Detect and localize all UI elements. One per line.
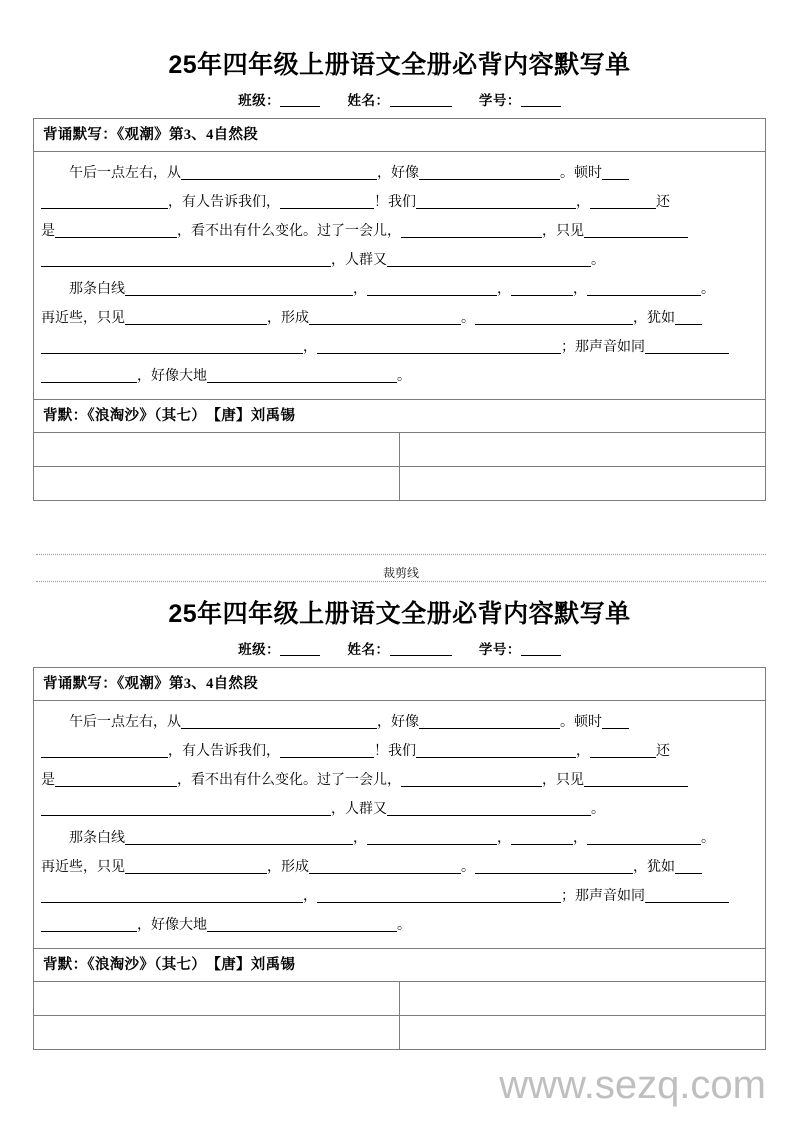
blank-field[interactable] — [55, 222, 177, 238]
blank-field[interactable] — [41, 367, 137, 383]
section-one-header-row — [34, 119, 766, 152]
answer-cell-r1c2[interactable] — [400, 982, 766, 1016]
line-text: ，犹如 — [633, 860, 675, 875]
blank-field[interactable] — [590, 742, 656, 758]
section-two-header-row — [34, 949, 766, 982]
line-text: ，好像 — [377, 166, 419, 181]
blank-field[interactable] — [181, 164, 377, 180]
blank-field[interactable] — [55, 771, 177, 787]
line-text: ， — [353, 282, 367, 297]
line-text: ，好像大地 — [137, 369, 207, 384]
table-row — [34, 982, 766, 1016]
fill-line — [41, 766, 758, 795]
line-text: 。 — [591, 253, 605, 268]
answer-cell-r2c2[interactable] — [400, 467, 766, 501]
blank-field[interactable] — [387, 251, 591, 267]
blank-field[interactable] — [645, 338, 729, 354]
fill-line — [41, 737, 758, 766]
blank-field[interactable] — [41, 887, 303, 903]
blank-field[interactable] — [367, 280, 497, 296]
field-student-id-label: 学号： — [478, 93, 521, 108]
line-text: ；那声音如同 — [561, 340, 645, 355]
field-student-id-input[interactable] — [521, 93, 561, 107]
student-info-row — [33, 640, 766, 660]
fill-in-lines[interactable] — [41, 708, 758, 940]
worksheet-copy-bottom — [33, 597, 766, 1050]
line-text: 。 — [461, 311, 475, 326]
line-text: ， — [576, 195, 590, 210]
field-name-label: 姓名： — [347, 93, 390, 108]
blank-field[interactable] — [207, 367, 397, 383]
fill-line — [41, 795, 758, 824]
fill-line — [41, 217, 758, 246]
line-text: ，看不出有什么变化。过了一会儿， — [177, 224, 401, 239]
blank-field[interactable] — [401, 771, 542, 787]
line-text: 。 — [397, 918, 411, 933]
field-student-id — [479, 91, 561, 111]
fill-in-lines[interactable] — [41, 159, 758, 391]
fill-line — [41, 246, 758, 275]
blank-field[interactable] — [41, 193, 168, 209]
fill-line — [41, 362, 758, 391]
blank-field[interactable] — [675, 858, 702, 874]
line-text: ！我们 — [374, 195, 416, 210]
blank-field[interactable] — [317, 338, 561, 354]
line-text: 午后一点左右，从 — [69, 715, 181, 730]
line-text: ， — [573, 831, 587, 846]
fill-line — [41, 159, 758, 188]
line-text: 午后一点左右，从 — [69, 166, 181, 181]
line-text: 还 — [656, 195, 670, 210]
line-text: ，人群又 — [331, 802, 387, 817]
line-text: 是 — [41, 773, 55, 788]
blank-field[interactable] — [125, 829, 353, 845]
table-row — [34, 433, 766, 467]
field-name-input[interactable] — [390, 642, 452, 656]
line-text: ；那声音如同 — [561, 889, 645, 904]
page-title: 25年四年级上册语文全册必背内容默写单 — [168, 51, 631, 79]
field-class — [238, 91, 320, 111]
cut-line-label: 裁剪线 — [377, 566, 425, 580]
student-info-row — [33, 91, 766, 111]
answer-cell-r1c2[interactable] — [400, 433, 766, 467]
answer-cell-r2c1[interactable] — [34, 1016, 400, 1050]
blank-field[interactable] — [511, 829, 573, 845]
blank-field[interactable] — [602, 164, 629, 180]
blank-field[interactable] — [309, 858, 461, 874]
section-one-body — [34, 701, 766, 949]
line-text: ，好像 — [377, 715, 419, 730]
line-text: 。 — [701, 831, 715, 846]
section-two-header: 背默：《浪淘沙》（其七） 【唐】刘禹锡 — [34, 949, 766, 982]
line-text: ，看不出有什么变化。过了一会儿， — [177, 773, 401, 788]
blank-field[interactable] — [475, 858, 633, 874]
fill-line — [41, 275, 758, 304]
line-text: ！我们 — [374, 744, 416, 759]
blank-field[interactable] — [41, 338, 303, 354]
cut-line-label-wrap — [36, 566, 766, 581]
line-text: ，犹如 — [633, 311, 675, 326]
section-one-header: 背诵默写：《观潮》第3、4自然段 — [34, 119, 766, 152]
line-text: ，好像大地 — [137, 918, 207, 933]
blank-field[interactable] — [416, 193, 576, 209]
line-text: ， — [497, 831, 511, 846]
fill-line — [41, 708, 758, 737]
blank-field[interactable] — [125, 309, 267, 325]
line-text: 那条白线 — [69, 831, 125, 846]
section-one-body — [34, 152, 766, 400]
field-student-id-input[interactable] — [521, 642, 561, 656]
blank-field[interactable] — [590, 193, 656, 209]
blank-field[interactable] — [367, 829, 497, 845]
blank-field[interactable] — [317, 887, 561, 903]
field-class-label: 班级： — [238, 642, 281, 657]
blank-field[interactable] — [41, 916, 137, 932]
line-text: 那条白线 — [69, 282, 125, 297]
line-text: ， — [303, 340, 317, 355]
line-text: 。 — [461, 860, 475, 875]
blank-field[interactable] — [309, 309, 461, 325]
blank-field[interactable] — [602, 713, 629, 729]
section-two-header: 背默：《浪淘沙》（其七） 【唐】刘禹锡 — [34, 400, 766, 433]
section-one-header-row — [34, 668, 766, 701]
line-text: ，只见 — [542, 773, 584, 788]
answer-cell-r2c1[interactable] — [34, 467, 400, 501]
blank-field[interactable] — [207, 916, 397, 932]
field-name-input[interactable] — [390, 93, 452, 107]
blank-field[interactable] — [41, 742, 168, 758]
line-text: ， — [303, 889, 317, 904]
line-text: 再近些，只见 — [41, 860, 125, 875]
field-student-id-label: 学号： — [478, 642, 521, 657]
blank-field[interactable] — [41, 251, 331, 267]
site-watermark: www.sezq.com — [499, 1063, 766, 1107]
table-row — [34, 1016, 766, 1050]
blank-field[interactable] — [584, 771, 688, 787]
blank-field[interactable] — [645, 887, 729, 903]
answer-cell-r1c1[interactable] — [34, 433, 400, 467]
cut-line-dotted-bottom — [36, 581, 766, 582]
line-text: 再近些，只见 — [41, 311, 125, 326]
blank-field[interactable] — [41, 800, 331, 816]
cut-line-marker — [36, 552, 766, 588]
line-text: ， — [576, 744, 590, 759]
table-row — [34, 467, 766, 501]
line-text: ，形成 — [267, 311, 309, 326]
fill-line — [41, 333, 758, 362]
page-title: 25年四年级上册语文全册必背内容默写单 — [168, 600, 631, 628]
blank-field[interactable] — [401, 222, 542, 238]
blank-field[interactable] — [584, 222, 688, 238]
section-one-header: 背诵默写：《观潮》第3、4自然段 — [34, 668, 766, 701]
answer-cell-r2c2[interactable] — [400, 1016, 766, 1050]
field-class-input[interactable] — [280, 93, 320, 107]
field-name — [348, 640, 452, 660]
field-name — [348, 91, 452, 111]
blank-field[interactable] — [280, 742, 374, 758]
line-text: 。 — [397, 369, 411, 384]
blank-field[interactable] — [280, 193, 374, 209]
section-one-body-row — [34, 152, 766, 400]
worksheet-copy-top — [33, 48, 766, 501]
blank-field[interactable] — [387, 800, 591, 816]
fill-line — [41, 304, 758, 333]
blank-field[interactable] — [419, 164, 560, 180]
blank-field[interactable] — [419, 713, 560, 729]
answer-cell-r1c1[interactable] — [34, 982, 400, 1016]
line-text: ， — [497, 282, 511, 297]
line-text: 。顿时 — [560, 166, 602, 181]
field-class-input[interactable] — [280, 642, 320, 656]
field-name-label: 姓名： — [347, 642, 390, 657]
fill-line — [41, 882, 758, 911]
blank-field[interactable] — [125, 858, 267, 874]
fill-line — [41, 853, 758, 882]
blank-field[interactable] — [181, 713, 377, 729]
line-text: ，有人告诉我们， — [168, 195, 280, 210]
worksheet-table — [33, 118, 766, 501]
line-text: ， — [353, 831, 367, 846]
fill-line — [41, 188, 758, 217]
line-text: ，人群又 — [331, 253, 387, 268]
fill-line — [41, 911, 758, 940]
section-one-body-row — [34, 701, 766, 949]
line-text: 是 — [41, 224, 55, 239]
line-text: 。顿时 — [560, 715, 602, 730]
line-text: ，形成 — [267, 860, 309, 875]
blank-field[interactable] — [587, 829, 701, 845]
line-text: 还 — [656, 744, 670, 759]
blank-field[interactable] — [416, 742, 576, 758]
fill-line — [41, 824, 758, 853]
line-text: ，只见 — [542, 224, 584, 239]
cut-line-dotted-top — [36, 554, 766, 555]
line-text: ，有人告诉我们， — [168, 744, 280, 759]
line-text: 。 — [701, 282, 715, 297]
blank-field[interactable] — [475, 309, 633, 325]
blank-field[interactable] — [125, 280, 353, 296]
line-text: ， — [573, 282, 587, 297]
worksheet-table — [33, 667, 766, 1050]
field-class — [238, 640, 320, 660]
blank-field[interactable] — [675, 309, 702, 325]
field-class-label: 班级： — [238, 93, 281, 108]
line-text: 。 — [591, 802, 605, 817]
section-two-header-row — [34, 400, 766, 433]
blank-field[interactable] — [511, 280, 573, 296]
field-student-id — [479, 640, 561, 660]
blank-field[interactable] — [587, 280, 701, 296]
